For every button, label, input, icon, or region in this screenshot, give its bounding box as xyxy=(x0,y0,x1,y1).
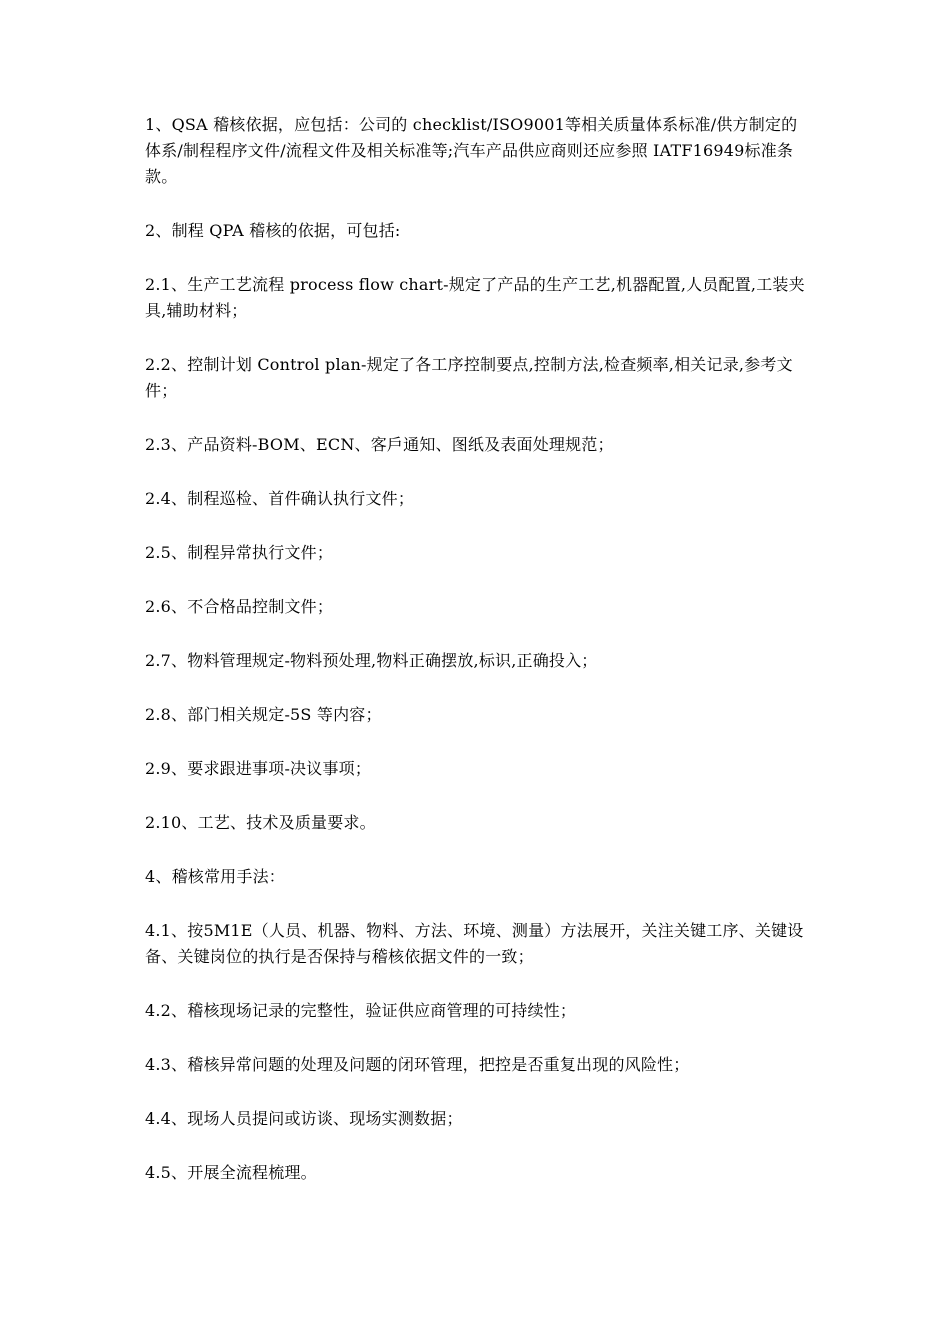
paragraph-2-3: 2.3、产品资料-BOM、ECN、客戶通知、图纸及表面处理规范； xyxy=(145,435,614,454)
paragraph-4-2: 4.2、稽核现场记录的完整性，验证供应商管理的可持续性； xyxy=(145,1001,577,1020)
paragraph-2-5: 2.5、制程异常执行文件； xyxy=(145,543,334,562)
paragraph-2-6: 2.6、不合格品控制文件； xyxy=(145,597,334,616)
paragraph-2-9: 2.9、要求跟进事项-决议事项； xyxy=(145,759,372,778)
paragraph-4-4: 4.4、现场人员提问或访谈、现场实测数据； xyxy=(145,1109,463,1128)
paragraph-gap xyxy=(145,404,810,432)
paragraph-gap xyxy=(145,324,810,352)
paragraph-gap xyxy=(145,620,810,648)
paragraph-gap xyxy=(145,1132,810,1160)
paragraph-gap xyxy=(145,782,810,810)
paragraph-4-1: 4.1、按5M1E（人员、机器、物料、方法、环境、测量）方法展开，关注关键工序、关键设备、关键岗位的执行是否保持与稽核依据文件的一致； xyxy=(145,921,804,966)
paragraph-2-1: 2.1、生产工艺流程 process flow chart-规定了产品的生产工艺,机器配置,人员配置,工装夹具,辅助材料； xyxy=(145,275,805,320)
paragraph-audit-methods: 4、稽核常用手法： xyxy=(145,867,285,886)
paragraph-gap xyxy=(145,512,810,540)
paragraph-4-3: 4.3、稽核异常问题的处理及问题的闭环管理，把控是否重复出现的风险性； xyxy=(145,1055,690,1074)
paragraph-gap xyxy=(145,674,810,702)
document-body xyxy=(145,112,810,1186)
paragraph-2-8: 2.8、部门相关规定-5S 等内容； xyxy=(145,705,382,724)
paragraph-2-10: 2.10、工艺、技术及质量要求。 xyxy=(145,813,376,832)
paragraph-gap xyxy=(145,890,810,918)
paragraph-gap xyxy=(145,190,810,218)
paragraph-2-2: 2.2、控制计划 Control plan-规定了各工序控制要点,控制方法,检查频率,相关记录,参考文件； xyxy=(145,355,793,400)
paragraph-gap xyxy=(145,728,810,756)
paragraph-qpa-basis: 2、制程 QPA 稽核的依据，可包括: xyxy=(145,221,401,240)
paragraph-gap xyxy=(145,836,810,864)
paragraph-4-5: 4.5、开展全流程梳理。 xyxy=(145,1163,317,1182)
paragraph-gap xyxy=(145,244,810,272)
paragraph-gap xyxy=(145,566,810,594)
paragraph-2-7: 2.7、物料管理规定-物料预处理,物料正确摆放,标识,正确投入； xyxy=(145,651,598,670)
paragraph-gap xyxy=(145,458,810,486)
paragraph-gap xyxy=(145,970,810,998)
paragraph-2-4: 2.4、制程巡检、首件确认执行文件； xyxy=(145,489,415,508)
paragraph-gap xyxy=(145,1078,810,1106)
paragraph-gap xyxy=(145,1024,810,1052)
paragraph-qsa-basis: 1、QSA 稽核依据，应包括：公司的 checklist/ISO9001等相关质量体系标准/供方制定的体系/制程程序文件/流程文件及相关标准等;汽车产品供应商则还应参照 IATF16949标准条款。 xyxy=(145,115,798,186)
